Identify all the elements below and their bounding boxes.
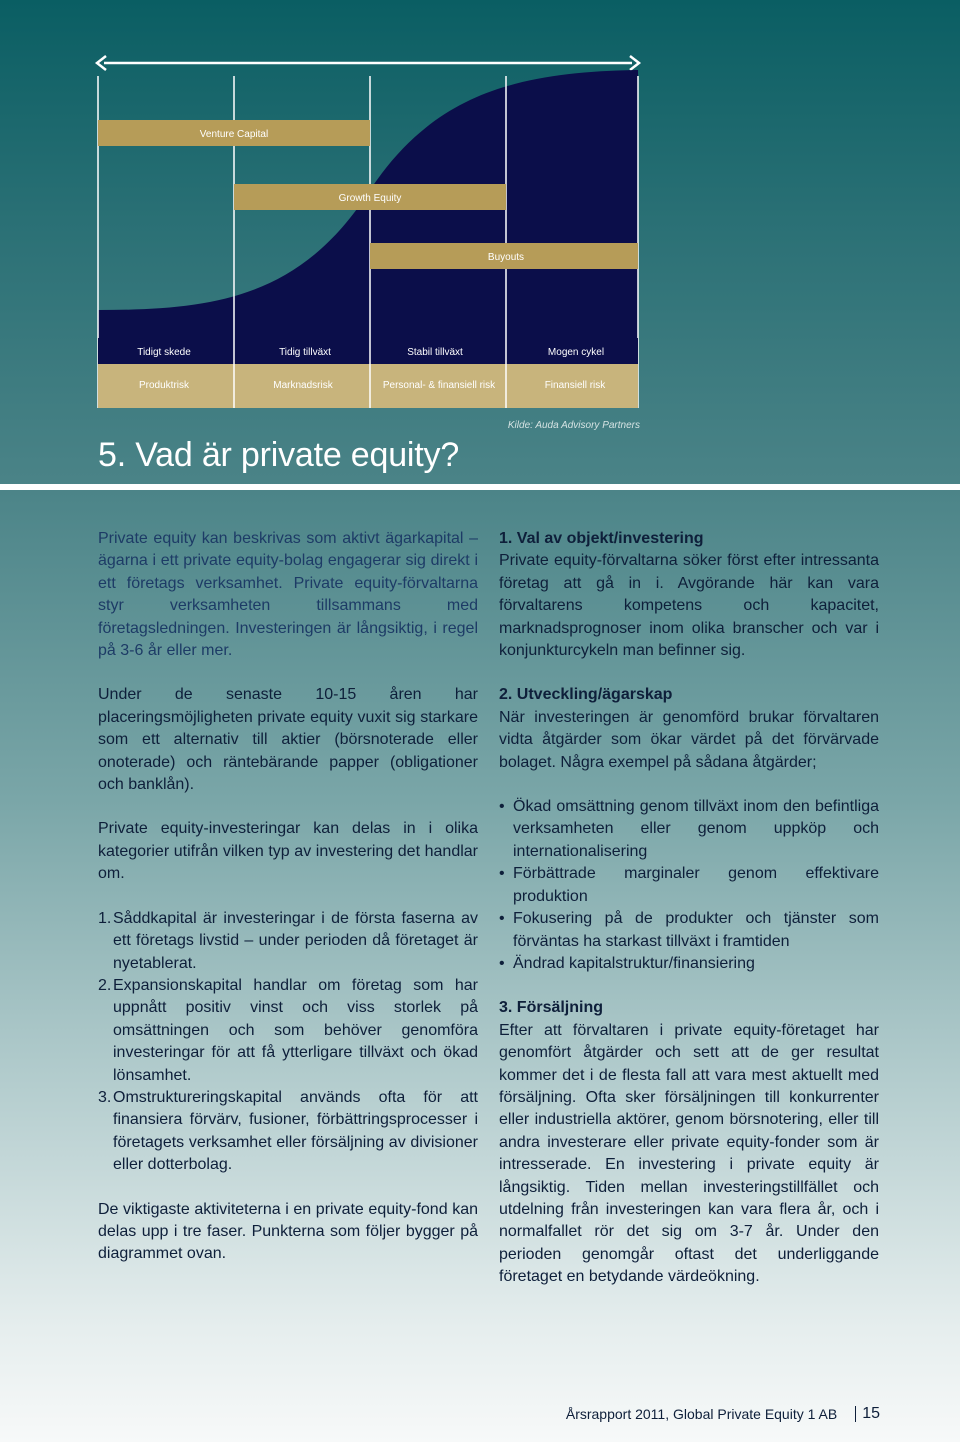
bullet-text: Ändrad kapitalstruktur/finansiering	[513, 954, 755, 972]
page-number: 15	[862, 1405, 880, 1422]
bullet-text: Fokusering på de produkter och tjänster som förväntas ha starkast tillväxt i framtiden	[513, 910, 879, 950]
paragraph-sale: Efter att förvaltaren i private equity-företaget har genomfört åtgärder och sett att de ger resultat kommer det i de flesta fall att vara mest aktuellt med försäljning. Ofta sker försäljningen till konkurrenter eller industriella aktörer, genom börsnotering, eller till andra investerare eller private equity-fonder som är intresserade. En investering i private equity är långsiktig. Tiden mellan investeringstillfället och utdelning från investeringen kan vara flera år, och i normalfallet rör det sig om 3-7 år. Under den perioden genomgår oftast det underliggande företaget en betydande värdeökning.	[499, 1021, 879, 1286]
paragraph-development: När investeringen är genomförd brukar förvaltaren vidta åtgärder som ökar värdet på det förvärvade bolaget. Några exempel på sådana åtgärder;	[499, 708, 879, 771]
bullet-text: Förbättrade marginaler genom effektivare produktion	[513, 865, 879, 905]
growth-equity-label: Growth Equity	[338, 193, 402, 204]
paragraph-growth: Under de senaste 10-15 åren har placeringsmöjligheten private equity vuxit sig starkare som ett alternativ till aktier (börsnoterade eller onoterade) och räntebärande papper (obligationer och banklån).	[98, 686, 478, 794]
stage-label-stable-growth: Stabil tillväxt	[407, 347, 463, 358]
venture-capital-label: Venture Capital	[199, 129, 269, 140]
risk-label-market: Marknadsrisk	[273, 380, 333, 391]
list-item	[98, 975, 478, 1087]
bullet-item	[499, 863, 879, 908]
section-heading-sale: 3. Försäljning	[499, 999, 604, 1017]
paragraph-categories: Private equity-investeringar kan delas in i olika kategorier utifrån vilken typ av investering det handlar om.	[98, 820, 478, 883]
page-title: 5. Vad är private equity?	[98, 436, 460, 474]
growth-curve-area	[98, 70, 638, 364]
list-number: 1.	[98, 909, 112, 927]
bullet-item	[499, 908, 879, 953]
buyouts-label: Buyouts	[487, 252, 525, 263]
risk-label-product: Produktrisk	[138, 380, 190, 391]
intro-paragraph: Private equity kan beskrivas som aktivt ägarkapital – ägarna i ett private equity-bolag engagerar sig direkt i ett företags verksamhet. Private equity-förvaltarna styr verksamheten tillsammans med företagsledningen. Investeringen är långsiktig, i regel på 3-6 år eller mer.	[98, 530, 478, 660]
actions-list	[499, 796, 879, 975]
page-footer	[540, 1405, 880, 1423]
stage-label-early-growth: Tidig tillväxt	[279, 347, 331, 358]
list-text: Expansionskapital handlar om företag som har uppnått positiv vinst och viss storlek på omsättningen och som behöver genomföra investeringar för att få ytterligare tillväxt och ökad lönsamhet.	[113, 976, 478, 1084]
bullet-text: Ökad omsättning genom tillväxt inom den befintliga verksamheten eller genom uppköp och internationalisering	[513, 798, 879, 860]
list-item	[98, 908, 478, 975]
stage-label-early: Tidigt skede	[137, 347, 191, 358]
footer-divider	[855, 1406, 856, 1422]
list-text: Omstruktureringskapital används ofta för att finansiera förvärv, fusioner, förbättringsprocesser i företagets verksamhet eller försäljning av divisioner eller dotterbolag.	[113, 1088, 478, 1174]
section-heading-selection: 1. Val av objekt/investering	[499, 530, 704, 547]
risk-label-financial: Finansiell risk	[544, 380, 606, 391]
list-item	[98, 1087, 478, 1177]
diagram-source: Kilde: Auda Advisory Partners	[507, 420, 640, 431]
right-column	[499, 528, 879, 1311]
section-heading-development: 2. Utveckling/ägarskap	[499, 686, 673, 704]
stage-label-mature: Mogen cykel	[547, 347, 605, 358]
bullet-item	[499, 796, 879, 863]
left-column	[98, 528, 478, 1288]
capital-types-list	[98, 908, 478, 1177]
title-rule	[0, 484, 960, 490]
bullet-icon: •	[499, 954, 505, 972]
paragraph-phases: De viktigaste aktiviteterna i en private equity-fond kan delas upp i tre faser. Punkterna som följer bygger på diagrammet ovan.	[98, 1200, 478, 1263]
bullet-icon: •	[499, 798, 505, 816]
list-text: Såddkapital är investeringar i de första faserna av ett företags livstid – under perioden då företaget är nyetablerat.	[113, 909, 478, 972]
list-number: 3.	[98, 1088, 112, 1106]
private-equity-stage-diagram	[0, 0, 960, 420]
bullet-item	[499, 953, 879, 975]
risk-label-personnel-financial: Personal- & finansiell risk	[382, 380, 496, 391]
paragraph-selection: Private equity-förvaltarna söker först efter intressanta företag att gå in i. Avgörande här kan vara förvaltarens kompetens och kapacitet, marknadsprognoser inom olika branscher och var i konjunkturcykeln man befinner sig.	[499, 552, 879, 660]
bullet-icon: •	[499, 865, 505, 883]
footer-report-title: Årsrapport 2011, Global Private Equity 1 AB	[565, 1406, 838, 1422]
timeline-arrow	[97, 56, 639, 70]
list-number: 2.	[98, 976, 112, 994]
bullet-icon: •	[499, 910, 505, 928]
